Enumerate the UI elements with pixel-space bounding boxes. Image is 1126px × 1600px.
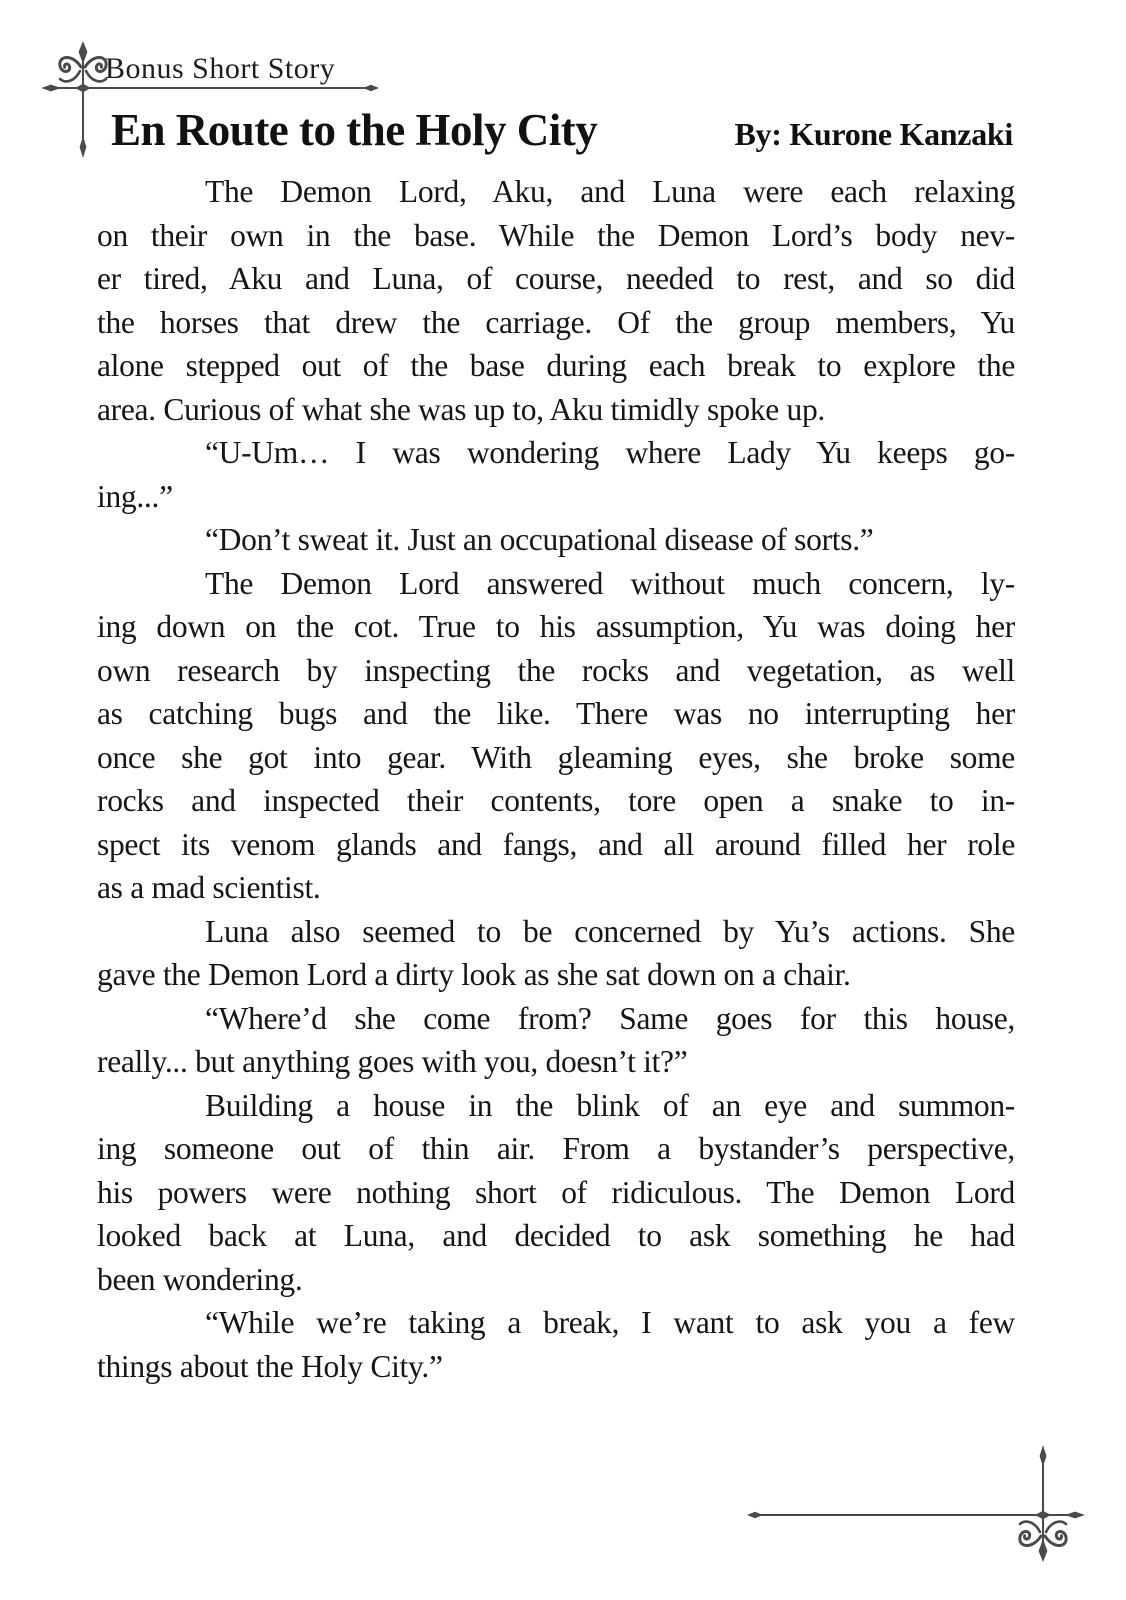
- story-line: really... but anything goes with you, doesn’t it?”: [97, 1044, 688, 1079]
- story-line: “Where’d she come from? Same goes for this house,: [205, 1000, 1015, 1036]
- story-line: been wondering.: [97, 1261, 303, 1297]
- story-line: the horses that drew the carriage. Of the group members, Yu: [97, 304, 1015, 340]
- story-line: as a mad scientist.: [97, 870, 321, 905]
- paragraph: [97, 1301, 1015, 1388]
- story-line: er tired, Aku and Luna, of course, needed to rest, and so did: [97, 261, 1015, 296]
- flourish-icon: [744, 1441, 1086, 1563]
- story-line: The Demon Lord, Aku, and Luna were each relaxing: [205, 174, 1015, 209]
- story-line: own research by inspecting the rocks and vegetation, as well: [97, 652, 1015, 688]
- paragraph: [97, 562, 1015, 910]
- story-line: as catching bugs and the like. There was no interrupting her: [97, 696, 1015, 731]
- story-line: Building a house in the blink of an eye and summon-: [205, 1087, 1015, 1123]
- story-line: ing...”: [97, 478, 173, 514]
- title-row: [111, 104, 1013, 156]
- paragraph: [97, 1084, 1015, 1302]
- section-header-label: Bonus Short Story: [105, 52, 336, 85]
- paragraph: [97, 170, 1015, 431]
- story-line: The Demon Lord answered without much concern, ly-: [205, 565, 1015, 601]
- story-line: “Don’t sweat it. Just an occupational disease of sorts.”: [205, 522, 874, 557]
- story-line: ing down on the cot. True to his assumption, Yu was doing her: [97, 609, 1015, 644]
- story-line: once she got into gear. With gleaming eyes, she broke some: [97, 739, 1015, 775]
- story-line: gave the Demon Lord a dirty look as she sat down on a chair.: [97, 957, 851, 992]
- story-line: Luna also seemed to be concerned by Yu’s actions. She: [205, 913, 1015, 949]
- story-line: “While we’re taking a break, I want to ask you a few: [205, 1305, 1015, 1340]
- story-body: [97, 170, 1015, 1388]
- corner-flourish-bottom-right: [744, 1436, 1086, 1563]
- story-line: ing someone out of thin air. From a bystander’s perspective,: [97, 1131, 1015, 1166]
- story-line: looked back at Luna, and decided to ask something he had: [97, 1218, 1015, 1253]
- byline: By: Kurone Kanzaki: [734, 116, 1013, 152]
- story-line: area. Curious of what she was up to, Aku timidly spoke up.: [97, 391, 826, 427]
- paragraph: [97, 431, 1015, 518]
- story-title: En Route to the Holy City: [111, 105, 598, 155]
- story-line: things about the Holy City.”: [97, 1348, 443, 1384]
- story-line: “U-Um… I was wondering where Lady Yu keeps go-: [205, 435, 1015, 470]
- paragraph: [97, 518, 1015, 562]
- paragraph: [97, 997, 1015, 1084]
- story-line: rocks and inspected their contents, tore open a snake to in-: [97, 783, 1015, 818]
- paragraph: [97, 910, 1015, 997]
- story-line: his powers were nothing short of ridiculous. The Demon Lord: [97, 1174, 1015, 1210]
- story-line: alone stepped out of the base during each break to explore the: [97, 348, 1015, 383]
- story-line: spect its venom glands and fangs, and all around filled her role: [97, 826, 1015, 862]
- story-line: on their own in the base. While the Demon Lord’s body nev-: [97, 217, 1015, 253]
